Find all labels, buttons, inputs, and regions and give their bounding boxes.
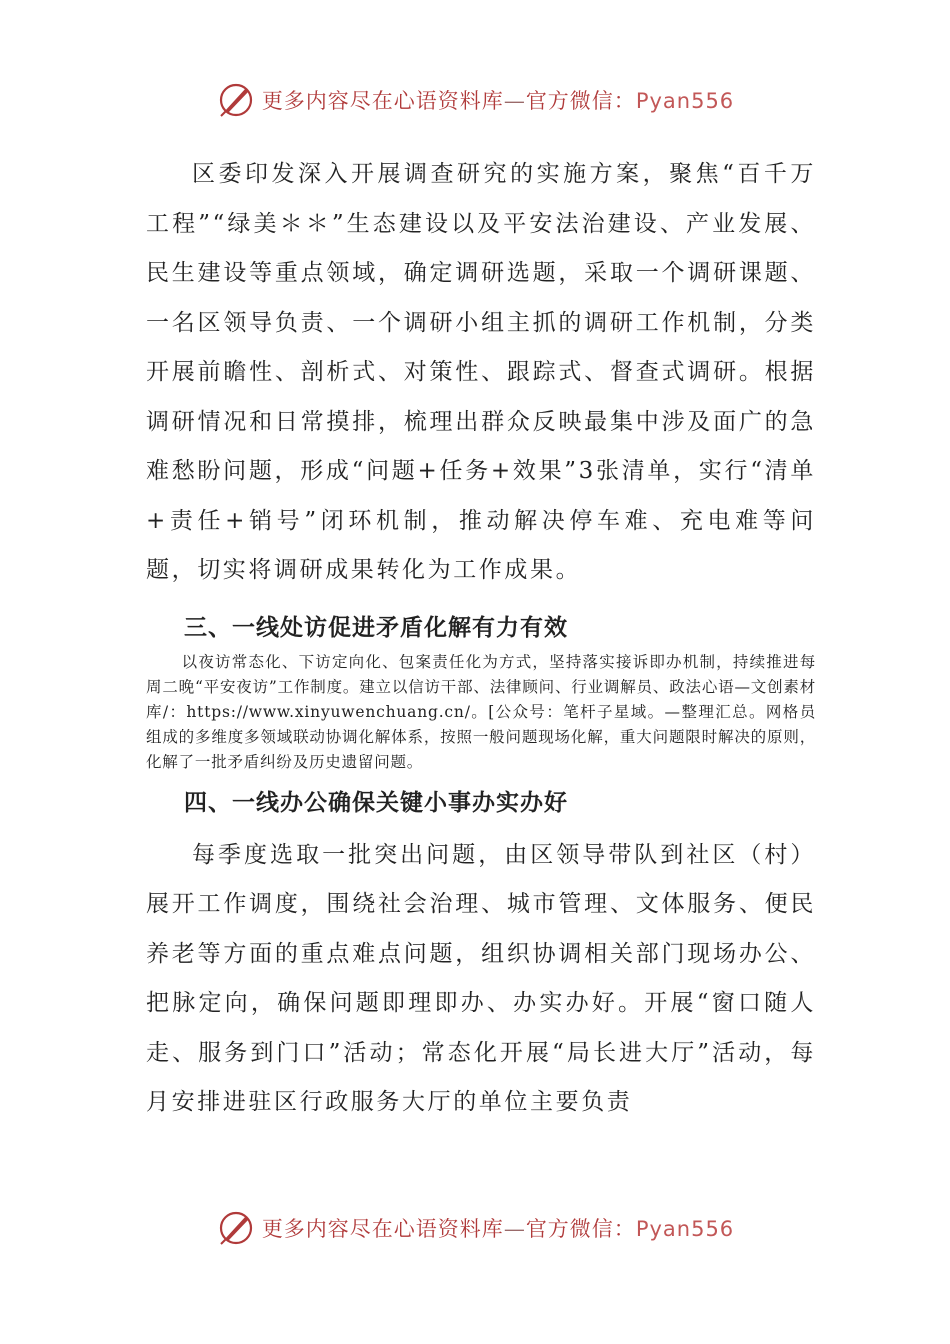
banner-middle: 官方微信： <box>525 89 636 113</box>
paragraph-office: 每季度选取一批突出问题，由区领导带队到社区（村）展开工作调度，围绕社会治理、城市管理、文体服务、便民养老等方面的重点难点问题，组织协调相关部门现场办公、把脉定向，确保问题即理即办、办实办好。开展“窗口随人走、服务到门口”活动；常态化开展“局长进大厅”活动，每月安排进驻区行政服务大厅的单位主要负责 <box>146 841 816 1115</box>
document-body <box>146 150 816 1128</box>
banner-middle: 官方微信： <box>525 1217 636 1241</box>
quill-pen-icon <box>216 1208 256 1248</box>
quill-pen-icon <box>216 80 256 120</box>
banner-dash: — <box>503 1217 526 1241</box>
heading-section-3: 三、一线处访促进矛盾化解有力有效 <box>184 614 568 641</box>
banner-text <box>262 85 734 115</box>
heading-section-4: 四、一线办公确保关键小事办实办好 <box>184 789 568 816</box>
paragraph-research: 区委印发深入开展调查研究的实施方案，聚焦“百千万工程”“绿美＊＊”生态建设以及平安法治建设、产业发展、民生建设等重点领域，确定调研选题，采取一个调研课题、一名区领导负责、一个调研小组主抓的调研工作机制，分类开展前瞻性、剖析式、对策性、跟踪式、督查式调研。根据调研情况和日常摸排，梳理出群众反映最集中涉及面广的急难愁盼问题，形成“问题+任务+效果”3张清单，实行“清单+责任+销号”闭环机制，推动解决停车难、充电难等问题，切实将调研成果转化为工作成果。 <box>146 161 816 583</box>
banner-wechat-id: Pyan556 <box>635 1217 735 1241</box>
banner-wechat-id: Pyan556 <box>635 89 735 113</box>
paragraph-visits: 以夜访常态化、下访定向化、包案责任化为方式，坚持落实接诉即办机制，持续推进每周二晚“平安夜访”工作制度。建立以信访干部、法律顾问、行业调解员、政法心语—文创素材库/：https://www.xinyuwenchuang.cn/。[公众号：笔杆子星域。—整理汇总。网格员组成的多维度多领域联动协调化解体系，按照一般问题现场化解，重大问题限时解决的原则，化解了一批矛盾纠纷及历史遗留问题。 <box>146 652 816 771</box>
banner-text <box>262 1213 734 1243</box>
banner-prefix: 更多内容尽在心语资料库 <box>261 1217 504 1241</box>
banner-dash: — <box>503 89 526 113</box>
banner-prefix: 更多内容尽在心语资料库 <box>261 89 504 113</box>
header-banner <box>0 80 950 120</box>
footer-banner <box>0 1208 950 1248</box>
